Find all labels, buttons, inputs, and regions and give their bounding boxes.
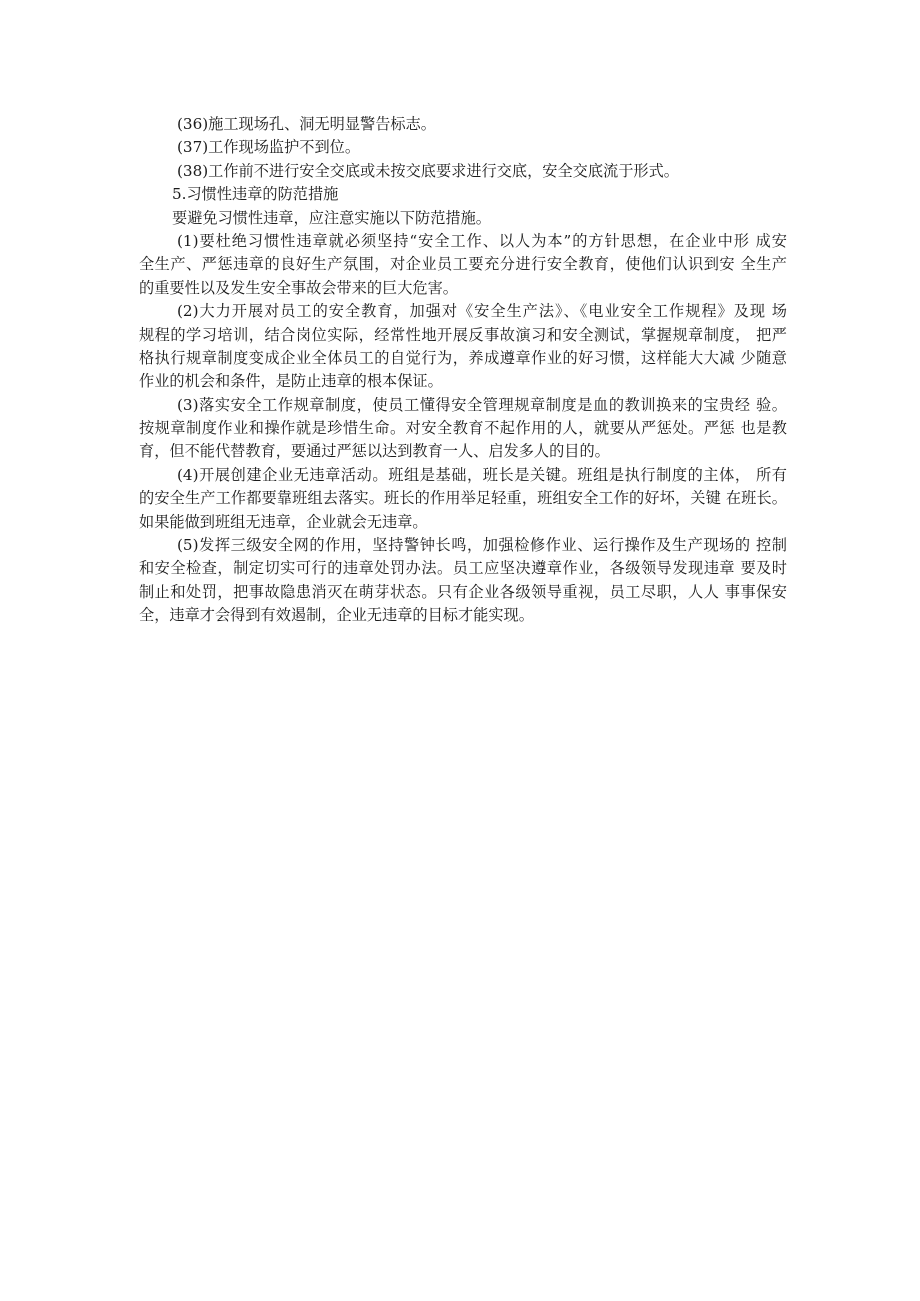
list-item-38: (38)工作前不进行安全交底或未按交底要求进行交底，安全交底流于形式。 <box>177 161 679 180</box>
list-item-36: (36)施工现场孔、洞无明显警告标志。 <box>177 115 436 133</box>
list-item-37: (37)工作现场监护不到位。 <box>177 138 361 157</box>
section-intro: 要避免习惯性违章，应注意实施以下防范措施。 <box>172 208 491 227</box>
measure-4-line-1: (4)开展创建企业无违章活动。班组是基础，班长是关键。班组是执行制度的主体， 所有 <box>177 465 787 484</box>
measure-5-line-1: (5)发挥三级安全网的作用，坚持警钟长鸣，加强检修作业、运行操作及生产现场的 控制 <box>177 536 787 555</box>
measure-4-line-2: 的安全生产工作都要靠班组去落实。班长的作用举足轻重，班组安全工作的好坏，关键 在班长。 <box>139 489 787 508</box>
measure-3-line-2: 按规章制度作业和操作就是珍惜生命。对安全教育不起作用的人，就要从严惩处。严惩 也是教 <box>139 419 787 438</box>
measure-2-line-4: 作业的机会和条件，是防止违章的根本保证。 <box>139 372 443 391</box>
section-heading: 5.习惯性违章的防范措施 <box>172 185 339 204</box>
measure-5-line-4: 全，违章才会得到有效遏制，企业无违章的目标才能实现。 <box>139 606 534 625</box>
measure-1-line-1: (1)要杜绝习惯性违章就必须坚持“安全工作、以人为本”的方针思想，在企业中形 成安 <box>177 231 787 250</box>
measure-3-line-3: 育，但不能代替教育，要通过严惩以达到教育一人、启发多人的目的。 <box>139 442 610 461</box>
measure-3-line-1: (3)落实安全工作规章制度，使员工懂得安全管理规章制度是血的教训换来的宝贵经 验。 <box>177 395 787 414</box>
measure-5-line-3: 制止和处罚，把事故隐患消灭在萌芽状态。只有企业各级领导重视，员工尽职，人人 事事保安 <box>139 582 787 601</box>
measure-1-line-2: 全生产、严惩违章的良好生产氛围，对企业员工要充分进行安全教育，使他们认识到安 全生产 <box>139 255 787 274</box>
measure-5-line-2: 和安全检查，制定切实可行的违章处罚办法。员工应坚决遵章作业，各级领导发现违章 要及时 <box>139 559 787 578</box>
document-body <box>139 113 787 628</box>
measure-2-line-1: (2)大力开展对员工的安全教育，加强对《安全生产法》、《电业安全工作规程》及现 场 <box>177 302 787 321</box>
measure-1-line-3: 的重要性以及发生安全事故会带来的巨大危害。 <box>139 278 458 297</box>
measure-4-line-3: 如果能做到班组无违章，企业就会无违章。 <box>139 512 428 531</box>
measure-2-line-2: 规程的学习培训，结合岗位实际，经常性地开展反事故演习和安全测试，掌握规章制度， 把严 <box>139 325 787 344</box>
measure-2-line-3: 格执行规章制度变成企业全体员工的自觉行为，养成遵章作业的好习惯，这样能大大减 少随意 <box>139 348 787 367</box>
